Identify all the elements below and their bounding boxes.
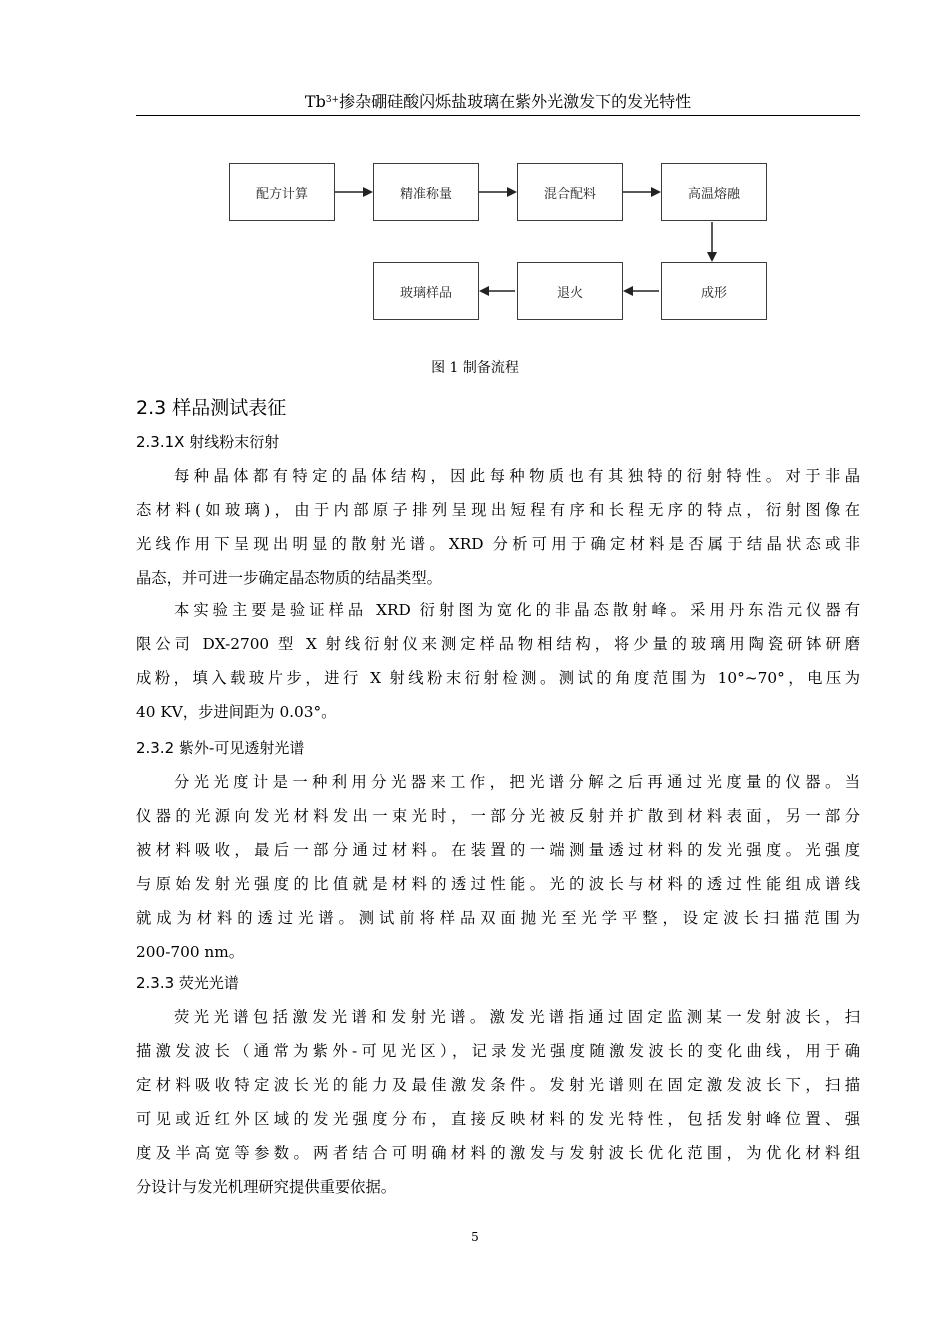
flow-step-melting: 高温熔融 bbox=[661, 163, 767, 221]
paragraph-fluorescence bbox=[136, 1000, 860, 1204]
header-title-superscript: 3+ bbox=[325, 95, 340, 105]
subsection-heading-uv-vis: 2.3.2 紫外-可见透射光谱 bbox=[136, 739, 305, 757]
text-line: 成粉，填入载玻片步，进行 X 射线粉末衍射检测。测试的角度范围为 10°~70°，电压为 bbox=[136, 669, 860, 687]
text-line: 限公司 DX-2700 型 X 射线衍射仪来测定样品物相结构，将少量的玻璃用陶瓷研钵研磨 bbox=[136, 635, 860, 653]
flow-step-annealing: 退火 bbox=[517, 262, 623, 320]
paragraph-xrd-1 bbox=[136, 459, 860, 595]
process-flowchart bbox=[0, 0, 950, 340]
paragraph-xrd-2 bbox=[136, 593, 860, 729]
page-number: 5 bbox=[471, 1230, 479, 1244]
flow-step-weighing: 精准称量 bbox=[373, 163, 479, 221]
header-title-prefix: Tb bbox=[304, 92, 326, 111]
flow-step-forming: 成形 bbox=[661, 262, 767, 320]
text-line: 就成为材料的透过光谱。测试前将样品双面抛光至光学平整，设定波长扫描范围为 bbox=[136, 909, 860, 927]
text-line: 可见或近红外区域的发光强度分布，直接反映材料的发光特性，包括发射峰位置、强 bbox=[136, 1110, 860, 1128]
text-line: 200-700 nm。 bbox=[136, 943, 245, 961]
text-line: 定材料吸收特定波长光的能力及最佳激发条件。发射光谱则在固定激发波长下，扫描 bbox=[136, 1076, 860, 1094]
text-line: 分设计与发光机理研究提供重要依据。 bbox=[136, 1178, 397, 1196]
text-line: 态材料(如玻璃)，由于内部原子排列呈现出短程有序和长程无序的特点，衍射图像在 bbox=[136, 501, 860, 519]
figure-caption bbox=[0, 357, 950, 377]
text-line: 与原始发射光强度的比值就是材料的透过性能。光的波长与材料的透过性能组成谱线 bbox=[136, 875, 860, 893]
text-line: 被材料吸收，最后一部分通过材料。在装置的一端测量透过材料的发光强度。光强度 bbox=[136, 841, 860, 859]
text-line: 仪器的光源向发光材料发出一束光时，一部分光被反射并扩散到材料表面，另一部分 bbox=[136, 807, 860, 825]
flow-step-formula: 配方计算 bbox=[229, 163, 335, 221]
header-title-rest: 掺杂硼硅酸闪烁盐玻璃在紫外光激发下的发光特性 bbox=[339, 92, 692, 111]
text-line: 本实验主要是验证样品 XRD 衍射图为宽化的非晶态散射峰。采用丹东浩元仪器有 bbox=[174, 601, 860, 619]
text-line: 分光光度计是一种利用分光器来工作，把光谱分解之后再通过光度量的仪器。当 bbox=[174, 773, 860, 791]
text-line: 度及半高宽等参数。两者结合可明确材料的激发与发射波长优化范围，为优化材料组 bbox=[136, 1144, 860, 1162]
flow-step-mixing: 混合配料 bbox=[517, 163, 623, 221]
flow-step-glass-sample: 玻璃样品 bbox=[373, 262, 479, 320]
text-line: 40 KV，步进间距为 0.03°。 bbox=[136, 703, 337, 721]
text-line: 描激发波长（通常为紫外-可见光区），记录发光强度随激发波长的变化曲线，用于确 bbox=[136, 1042, 860, 1060]
subsection-heading-xrd: 2.3.1X 射线粉末衍射 bbox=[136, 433, 280, 451]
section-heading: 2.3 样品测试表征 bbox=[136, 397, 287, 419]
paragraph-uv-vis bbox=[136, 765, 860, 969]
figure-caption-label: 图 1 bbox=[431, 360, 459, 376]
text-line: 荧光光谱包括激发光谱和发射光谱。激发光谱指通过固定监测某一发射波长，扫 bbox=[174, 1008, 860, 1026]
figure-caption-text: 制备流程 bbox=[462, 360, 519, 376]
subsection-heading-fluorescence: 2.3.3 荧光光谱 bbox=[136, 974, 239, 992]
text-line: 晶态，并可进一步确定晶态物质的结晶类型。 bbox=[136, 569, 442, 587]
text-line: 光线作用下呈现出明显的散射光谱。XRD 分析可用于确定材料是否属于结晶状态或非 bbox=[136, 535, 860, 553]
text-line: 每种晶体都有特定的晶体结构，因此每种物质也有其独特的衍射特性。对于非晶 bbox=[174, 467, 860, 485]
